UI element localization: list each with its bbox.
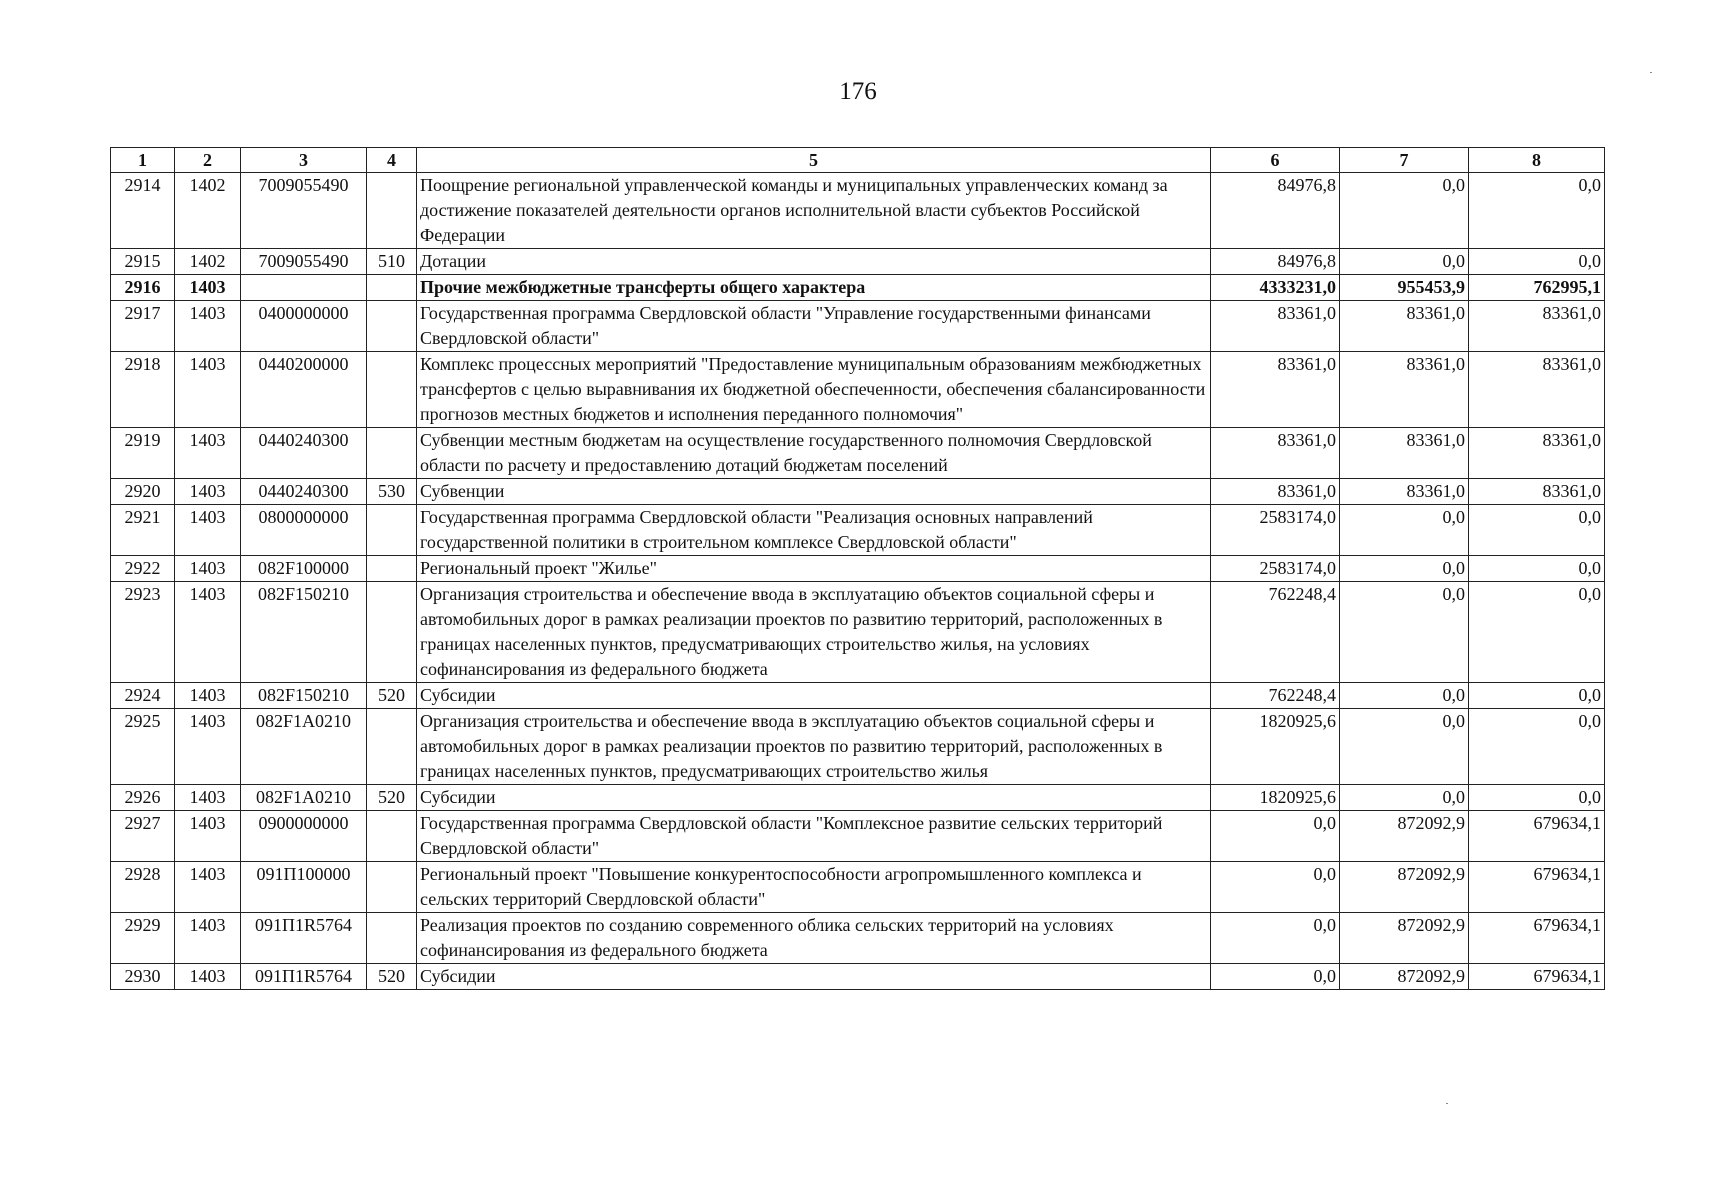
amount-col6-cell: 83361,0	[1211, 352, 1340, 428]
expense-type-cell	[367, 173, 417, 249]
amount-col8-cell: 0,0	[1469, 505, 1605, 556]
row-number-cell: 2918	[111, 352, 175, 428]
row-number-cell: 2929	[111, 913, 175, 964]
row-number-cell: 2926	[111, 785, 175, 811]
amount-col6-cell: 0,0	[1211, 913, 1340, 964]
header-cell: 5	[417, 148, 1211, 173]
article-code-cell: 7009055490	[241, 173, 367, 249]
table-row	[111, 173, 1605, 249]
header-cell: 3	[241, 148, 367, 173]
amount-col6-cell: 83361,0	[1211, 301, 1340, 352]
article-code-cell: 7009055490	[241, 249, 367, 275]
section-code-cell: 1403	[175, 505, 241, 556]
row-number-cell: 2917	[111, 301, 175, 352]
amount-col6-cell: 84976,8	[1211, 249, 1340, 275]
article-code-cell: 091П100000	[241, 862, 367, 913]
amount-col8-cell: 762995,1	[1469, 275, 1605, 301]
header-cell: 1	[111, 148, 175, 173]
amount-col6-cell: 83361,0	[1211, 479, 1340, 505]
amount-col8-cell: 0,0	[1469, 582, 1605, 683]
amount-col6-cell: 0,0	[1211, 811, 1340, 862]
expense-type-cell	[367, 582, 417, 683]
amount-col7-cell: 0,0	[1340, 173, 1469, 249]
amount-col6-cell: 4333231,0	[1211, 275, 1340, 301]
amount-col6-cell: 762248,4	[1211, 683, 1340, 709]
amount-col8-cell: 0,0	[1469, 556, 1605, 582]
section-code-cell: 1403	[175, 811, 241, 862]
amount-col7-cell: 0,0	[1340, 683, 1469, 709]
item-name-cell: Прочие межбюджетные трансферты общего характера	[417, 275, 1211, 301]
table-row	[111, 683, 1605, 709]
table-row	[111, 275, 1605, 301]
article-code-cell: 082F100000	[241, 556, 367, 582]
table-row	[111, 352, 1605, 428]
expense-type-cell	[367, 862, 417, 913]
amount-col7-cell: 0,0	[1340, 582, 1469, 683]
row-number-cell: 2924	[111, 683, 175, 709]
item-name-cell: Поощрение региональной управленческой команды и муниципальных управленческих команд за достижение показателей деятельности органов исполнительной власти субъектов Российской Федерации	[417, 173, 1211, 249]
item-name-cell: Государственная программа Свердловской области "Управление государственными финансами Свердловской области"	[417, 301, 1211, 352]
amount-col6-cell: 2583174,0	[1211, 505, 1340, 556]
amount-col7-cell: 0,0	[1340, 249, 1469, 275]
amount-col8-cell: 0,0	[1469, 785, 1605, 811]
section-code-cell: 1403	[175, 428, 241, 479]
scan-speck	[1650, 72, 1652, 73]
item-name-cell: Государственная программа Свердловской области "Реализация основных направлений государственной политики в строительном комплексе Свердловской области"	[417, 505, 1211, 556]
header-cell: 2	[175, 148, 241, 173]
amount-col8-cell: 83361,0	[1469, 428, 1605, 479]
expense-type-cell	[367, 505, 417, 556]
section-code-cell: 1403	[175, 352, 241, 428]
item-name-cell: Региональный проект "Повышение конкурентоспособности агропромышленного комплекса и сельских территорий Свердловской области"	[417, 862, 1211, 913]
amount-col6-cell: 0,0	[1211, 964, 1340, 990]
amount-col7-cell: 872092,9	[1340, 913, 1469, 964]
row-number-cell: 2920	[111, 479, 175, 505]
row-number-cell: 2921	[111, 505, 175, 556]
expense-type-cell	[367, 811, 417, 862]
amount-col7-cell: 83361,0	[1340, 352, 1469, 428]
expense-type-cell: 530	[367, 479, 417, 505]
table-row	[111, 709, 1605, 785]
table-row	[111, 249, 1605, 275]
article-code-cell: 091П1R5764	[241, 913, 367, 964]
section-code-cell: 1403	[175, 275, 241, 301]
item-name-cell: Государственная программа Свердловской области "Комплексное развитие сельских территорий Свердловской области"	[417, 811, 1211, 862]
table-row	[111, 556, 1605, 582]
item-name-cell: Организация строительства и обеспечение ввода в эксплуатацию объектов социальной сферы и автомобильных дорог в рамках реализации проектов по развитию территорий, расположенных в границах населенных пунктов, предусматривающих строительство жилья, на условиях софинансирования из федерального бюджета	[417, 582, 1211, 683]
article-code-cell: 082F1A0210	[241, 709, 367, 785]
row-number-cell: 2923	[111, 582, 175, 683]
expense-type-cell: 520	[367, 683, 417, 709]
amount-col7-cell: 0,0	[1340, 556, 1469, 582]
amount-col8-cell: 83361,0	[1469, 352, 1605, 428]
expense-type-cell	[367, 352, 417, 428]
row-number-cell: 2928	[111, 862, 175, 913]
section-code-cell: 1403	[175, 913, 241, 964]
amount-col7-cell: 83361,0	[1340, 301, 1469, 352]
item-name-cell: Реализация проектов по созданию современного облика сельских территорий на условиях софинансирования из федерального бюджета	[417, 913, 1211, 964]
article-code-cell: 082F150210	[241, 582, 367, 683]
header-cell: 4	[367, 148, 417, 173]
table-row	[111, 862, 1605, 913]
amount-col7-cell: 872092,9	[1340, 964, 1469, 990]
amount-col8-cell: 679634,1	[1469, 811, 1605, 862]
expense-type-cell	[367, 301, 417, 352]
section-code-cell: 1403	[175, 709, 241, 785]
item-name-cell: Субсидии	[417, 964, 1211, 990]
amount-col8-cell: 0,0	[1469, 709, 1605, 785]
amount-col6-cell: 2583174,0	[1211, 556, 1340, 582]
amount-col6-cell: 83361,0	[1211, 428, 1340, 479]
amount-col8-cell: 0,0	[1469, 173, 1605, 249]
amount-col7-cell: 872092,9	[1340, 811, 1469, 862]
section-code-cell: 1403	[175, 479, 241, 505]
table-row	[111, 582, 1605, 683]
amount-col8-cell: 679634,1	[1469, 862, 1605, 913]
article-code-cell: 0440240300	[241, 428, 367, 479]
row-number-cell: 2916	[111, 275, 175, 301]
section-code-cell: 1403	[175, 964, 241, 990]
amount-col8-cell: 83361,0	[1469, 479, 1605, 505]
article-code-cell: 0440200000	[241, 352, 367, 428]
amount-col8-cell: 0,0	[1469, 683, 1605, 709]
amount-col8-cell: 0,0	[1469, 249, 1605, 275]
table-row	[111, 913, 1605, 964]
amount-col7-cell: 0,0	[1340, 505, 1469, 556]
article-code-cell: 0800000000	[241, 505, 367, 556]
item-name-cell: Субсидии	[417, 785, 1211, 811]
amount-col8-cell: 679634,1	[1469, 964, 1605, 990]
item-name-cell: Субвенции местным бюджетам на осуществление государственного полномочия Свердловской области по расчету и предоставлению дотаций бюджетам поселений	[417, 428, 1211, 479]
expense-type-cell	[367, 913, 417, 964]
section-code-cell: 1403	[175, 582, 241, 683]
header-cell: 8	[1469, 148, 1605, 173]
section-code-cell: 1403	[175, 862, 241, 913]
row-number-cell: 2919	[111, 428, 175, 479]
expense-type-cell: 520	[367, 964, 417, 990]
article-code-cell: 0440240300	[241, 479, 367, 505]
amount-col7-cell: 83361,0	[1340, 479, 1469, 505]
amount-col6-cell: 84976,8	[1211, 173, 1340, 249]
amount-col7-cell: 955453,9	[1340, 275, 1469, 301]
budget-table	[110, 147, 1605, 990]
section-code-cell: 1402	[175, 173, 241, 249]
scan-speck	[1446, 1103, 1448, 1104]
expense-type-cell	[367, 709, 417, 785]
table-row	[111, 479, 1605, 505]
row-number-cell: 2927	[111, 811, 175, 862]
section-code-cell: 1403	[175, 785, 241, 811]
header-cell: 6	[1211, 148, 1340, 173]
article-code-cell: 0400000000	[241, 301, 367, 352]
table-row	[111, 785, 1605, 811]
amount-col7-cell: 0,0	[1340, 785, 1469, 811]
page-number: 176	[839, 78, 877, 105]
amount-col8-cell: 83361,0	[1469, 301, 1605, 352]
item-name-cell: Комплекс процессных мероприятий "Предоставление муниципальным образованиям межбюджетных трансфертов с целью выравнивания их бюджетной обеспеченности, обеспечения сбалансированности прогнозов местных бюджетов и исполнения переданного полномочия"	[417, 352, 1211, 428]
amount-col6-cell: 762248,4	[1211, 582, 1340, 683]
row-number-cell: 2915	[111, 249, 175, 275]
section-code-cell: 1402	[175, 249, 241, 275]
row-number-cell: 2925	[111, 709, 175, 785]
amount-col6-cell: 1820925,6	[1211, 785, 1340, 811]
table-row	[111, 811, 1605, 862]
row-number-cell: 2930	[111, 964, 175, 990]
table-row	[111, 301, 1605, 352]
item-name-cell: Субсидии	[417, 683, 1211, 709]
header-row	[111, 148, 1605, 173]
item-name-cell: Региональный проект "Жилье"	[417, 556, 1211, 582]
article-code-cell: 091П1R5764	[241, 964, 367, 990]
article-code-cell: 082F1A0210	[241, 785, 367, 811]
expense-type-cell	[367, 428, 417, 479]
expense-type-cell	[367, 556, 417, 582]
table-row	[111, 964, 1605, 990]
table-body	[111, 173, 1605, 990]
expense-type-cell: 510	[367, 249, 417, 275]
article-code-cell: 0900000000	[241, 811, 367, 862]
table-row	[111, 428, 1605, 479]
section-code-cell: 1403	[175, 556, 241, 582]
amount-col7-cell: 83361,0	[1340, 428, 1469, 479]
header-cell: 7	[1340, 148, 1469, 173]
item-name-cell: Организация строительства и обеспечение ввода в эксплуатацию объектов социальной сферы и автомобильных дорог в рамках реализации проектов по развитию территорий, расположенных в границах населенных пунктов, предусматривающих строительство жилья	[417, 709, 1211, 785]
amount-col7-cell: 0,0	[1340, 709, 1469, 785]
row-number-cell: 2922	[111, 556, 175, 582]
section-code-cell: 1403	[175, 301, 241, 352]
expense-type-cell	[367, 275, 417, 301]
table-row	[111, 505, 1605, 556]
amount-col8-cell: 679634,1	[1469, 913, 1605, 964]
item-name-cell: Дотации	[417, 249, 1211, 275]
amount-col6-cell: 0,0	[1211, 862, 1340, 913]
article-code-cell: 082F150210	[241, 683, 367, 709]
row-number-cell: 2914	[111, 173, 175, 249]
section-code-cell: 1403	[175, 683, 241, 709]
item-name-cell: Субвенции	[417, 479, 1211, 505]
article-code-cell	[241, 275, 367, 301]
amount-col6-cell: 1820925,6	[1211, 709, 1340, 785]
expense-type-cell: 520	[367, 785, 417, 811]
amount-col7-cell: 872092,9	[1340, 862, 1469, 913]
